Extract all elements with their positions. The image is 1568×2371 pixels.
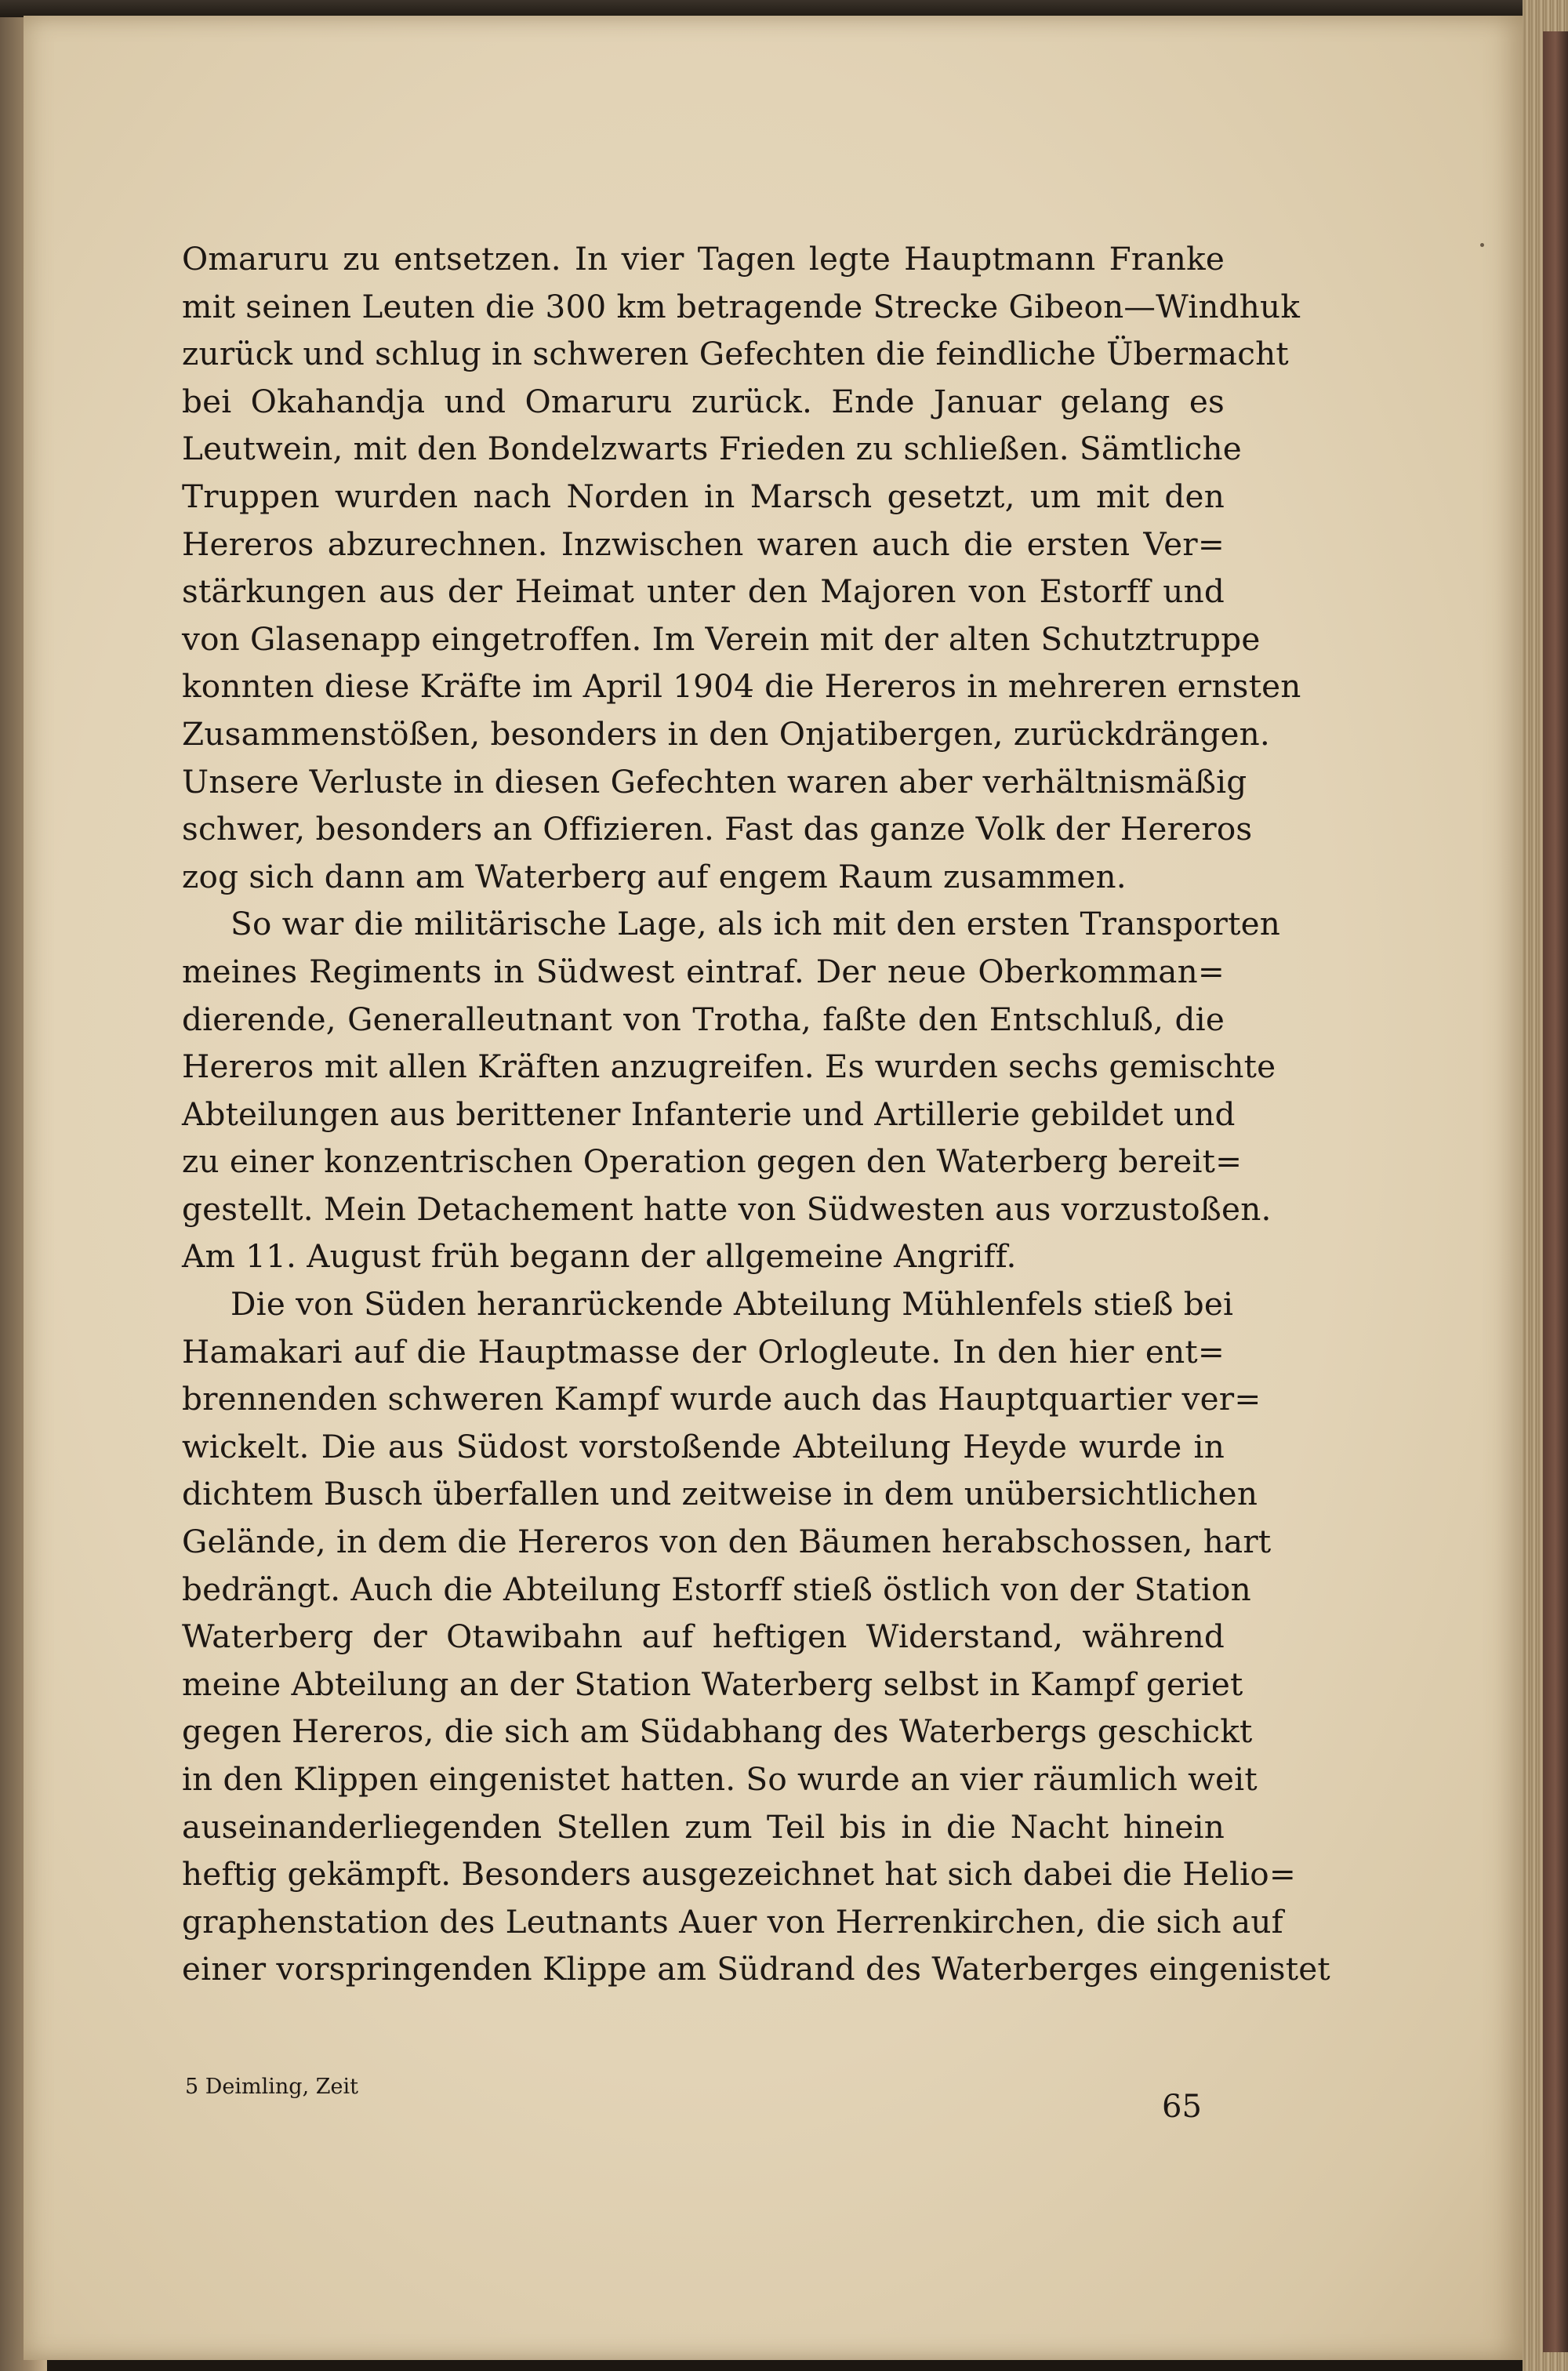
text-line: in den Klippen eingenistet hatten. So wurde an vier räumlich weit <box>182 1760 1258 1798</box>
text-line: Gelände, in dem die Hereros von den Bäumen herabschossen, hart <box>182 1523 1272 1561</box>
book-cover-edge <box>1543 31 1568 2352</box>
printer-signature: 5 Deimling, Zeit <box>185 2075 358 2099</box>
text-line: meine Abteilung an der Station Waterberg selbst in Kampf geriet <box>182 1665 1243 1703</box>
top-edge <box>0 0 1568 17</box>
body-text <box>182 235 1330 1993</box>
text-line: Abteilungen aus berittener Infanterie und Artillerie gebildet und <box>182 1095 1236 1133</box>
text-line: Omaruru zu entsetzen. In vier Tagen legte Hauptmann Franke <box>182 240 1225 278</box>
text-line: Unsere Verluste in diesen Gefechten waren aber verhältnismäßig <box>182 762 1247 801</box>
text-line: graphenstation des Leutnants Auer von Herrenkirchen, die sich auf <box>182 1902 1283 1941</box>
text-line: zurück und schlug in schweren Gefechten die feindliche Übermacht <box>182 335 1289 373</box>
text-line: So war die militärische Lage, als ich mit den ersten Transporten <box>230 905 1281 943</box>
text-line: zog sich dann am Waterberg auf engem Raum zusammen. <box>182 857 1127 895</box>
text-line: Waterberg der Otawibahn auf heftigen Widerstand, während <box>182 1618 1225 1656</box>
text-line: gestellt. Mein Detachement hatte von Südwesten aus vorzustoßen. <box>182 1189 1272 1228</box>
text-line: brennenden schweren Kampf wurde auch das Hauptquartier ver= <box>182 1380 1261 1418</box>
text-line: Leutwein, mit den Bondelzwarts Frieden zu schließen. Sämtliche <box>182 430 1242 468</box>
text-line: dichtem Busch überfallen und zeitweise in dem unübersichtlichen <box>182 1475 1258 1513</box>
text-line: dierende, Generalleutnant von Trotha, faßte den Entschluß, die <box>182 1000 1225 1038</box>
text-line: heftig gekämpft. Besonders ausgezeichnet hat sich dabei die Helio= <box>182 1855 1296 1894</box>
text-line: Hereros mit allen Kräften anzugreifen. Es wurden sechs gemischte <box>182 1048 1276 1086</box>
text-line: bei Okahandja und Omaruru zurück. Ende Januar gelang es <box>182 382 1225 420</box>
text-line: meines Regiments in Südwest eintraf. Der neue Oberkomman= <box>182 952 1225 990</box>
text-line: gegen Hereros, die sich am Südabhang des Waterbergs geschickt <box>182 1712 1253 1751</box>
text-line: einer vorspringenden Klippe am Südrand des Waterberges eingenistet <box>182 1950 1330 1988</box>
text-line: stärkungen aus der Heimat unter den Majoren von Estorff und <box>182 572 1225 611</box>
text-line: Truppen wurden nach Norden in Marsch gesetzt, um mit den <box>182 477 1225 515</box>
paper-speck <box>1480 243 1484 247</box>
text-line: Hamakari auf die Hauptmasse der Orlogleute. In den hier ent= <box>182 1332 1225 1371</box>
text-line: Die von Süden heranrückende Abteilung Mühlenfels stieß bei <box>230 1285 1234 1323</box>
text-line: schwer, besonders an Offizieren. Fast das ganze Volk der Hereros <box>182 810 1253 848</box>
text-line: bedrängt. Auch die Abteilung Estorff stieß östlich von der Station <box>182 1570 1251 1608</box>
page-number: 65 <box>1162 2089 1202 2125</box>
text-line: von Glasenapp eingetroffen. Im Verein mit der alten Schutztruppe <box>182 619 1261 658</box>
text-line: mit seinen Leuten die 300 km betragende Strecke Gibeon—Windhuk <box>182 287 1301 325</box>
text-line: zu einer konzentrischen Operation gegen den Waterberg bereit= <box>182 1142 1243 1181</box>
text-line: Hereros abzurechnen. Inzwischen waren auch die ersten Ver= <box>182 525 1225 563</box>
text-line: auseinanderliegenden Stellen zum Teil bis in die Nacht hinein <box>182 1807 1225 1846</box>
text-line: Zusammenstößen, besonders in den Onjatibergen, zurückdrängen. <box>182 714 1270 753</box>
text-line: wickelt. Die aus Südost vorstoßende Abteilung Heyde wurde in <box>182 1427 1225 1465</box>
text-line: konnten diese Kräfte im April 1904 die Hereros in mehreren ernsten <box>182 667 1301 706</box>
text-line: Am 11. August früh begann der allgemeine Angriff. <box>182 1237 1017 1276</box>
